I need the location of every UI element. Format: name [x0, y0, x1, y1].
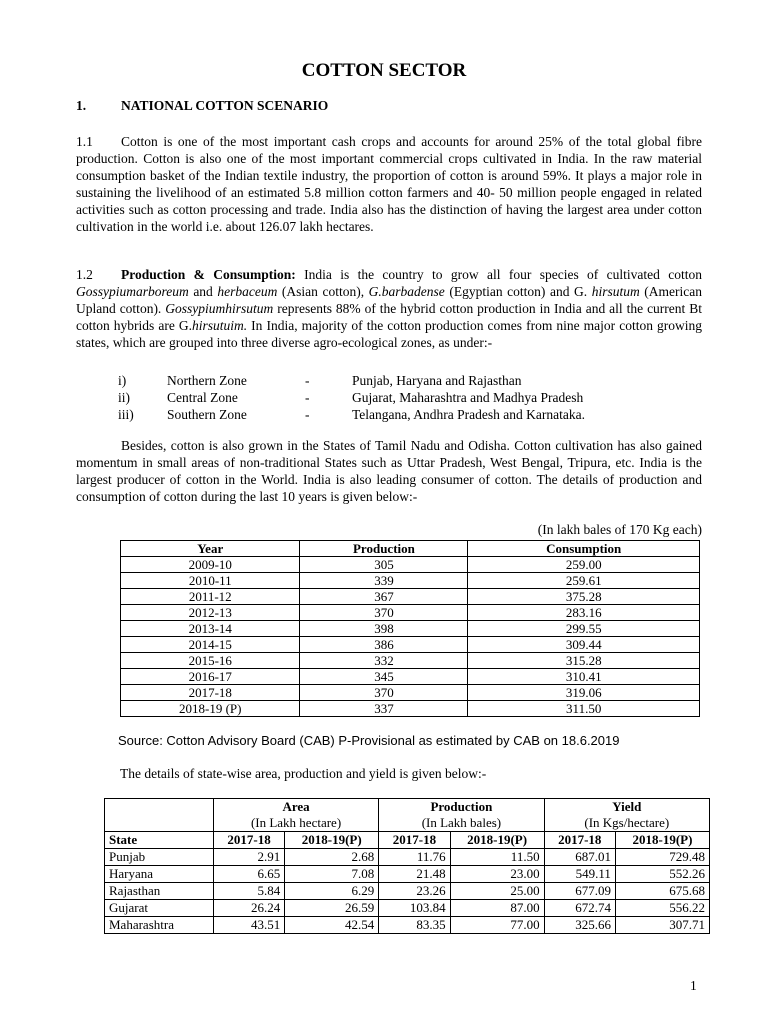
zone-item: [118, 406, 585, 423]
table-cell: 23.26: [379, 883, 450, 900]
species-name: hirsutum: [591, 284, 640, 299]
zone-number: iii): [118, 407, 134, 422]
column-header-year: Year: [121, 541, 300, 557]
state-name-cell: Maharashtra: [105, 917, 214, 934]
table-cell: 11.50: [450, 849, 544, 866]
column-header-year: 2018-19(P): [285, 832, 379, 849]
state-name-cell: Rajasthan: [105, 883, 214, 900]
paragraph-text: represents 88% of the hybrid cotton production in India and all the current Bt cotton hybrids are G.: [76, 301, 702, 333]
table-row: [121, 621, 700, 637]
paragraph-text: (American Upland cotton).: [76, 284, 703, 316]
table-subheader-row: [105, 832, 710, 849]
table-row: [121, 557, 700, 573]
table-cell: 552.26: [615, 866, 709, 883]
column-header-year: 2018-19(P): [450, 832, 544, 849]
table-cell: 2.68: [285, 849, 379, 866]
source-note: Source: Cotton Advisory Board (CAB) P-Provisional as estimated by CAB on 18.6.2019: [118, 733, 620, 748]
table-cell: 729.48: [615, 849, 709, 866]
section-heading: [76, 98, 328, 114]
zone-dash: -: [305, 390, 310, 405]
table-cell: 2016-17: [121, 669, 300, 685]
zone-dash: -: [305, 407, 310, 422]
empty-header-cell: [105, 799, 214, 832]
zone-states: Gujarat, Maharashtra and Madhya Pradesh: [352, 390, 584, 405]
production-consumption-table: [120, 540, 700, 717]
table-cell: 26.24: [213, 900, 284, 917]
table-cell: 672.74: [544, 900, 615, 917]
table-cell: 310.41: [468, 669, 700, 685]
table-cell: 549.11: [544, 866, 615, 883]
state-wise-table: [104, 798, 710, 934]
table-cell: 23.00: [450, 866, 544, 883]
paragraph-text: (Asian cotton),: [277, 284, 369, 299]
zone-dash: -: [305, 373, 310, 388]
table-cell: 42.54: [285, 917, 379, 934]
table-cell: 283.16: [468, 605, 700, 621]
section-number: 1.: [76, 98, 87, 113]
table-cell: 259.61: [468, 573, 700, 589]
zone-name: Central Zone: [167, 390, 238, 405]
species-name: herbaceum: [217, 284, 278, 299]
column-header-production: Production: [300, 541, 468, 557]
column-header-state: State: [105, 832, 214, 849]
paragraph-lead: Production & Consumption:: [121, 267, 296, 282]
table-row: [121, 669, 700, 685]
species-name: G.barbadense: [368, 284, 445, 299]
group-unit: (In Lakh hectare): [250, 815, 342, 830]
table-cell: 2018-19 (P): [121, 701, 300, 717]
table-cell: 677.09: [544, 883, 615, 900]
section-title: NATIONAL COTTON SCENARIO: [121, 98, 329, 113]
paragraph-number: 1.1: [76, 134, 93, 149]
species-name: Gossypiumarboreum: [76, 284, 189, 299]
table-cell: 43.51: [213, 917, 284, 934]
state-name-cell: Haryana: [105, 866, 214, 883]
paragraph-besides: Besides, cotton is also grown in the States of Tamil Nadu and Odisha. Cotton cultivation has also gained momentum in small areas of non-traditional States such as Uttar Pradesh, West Bengal, Tripura, etc. India is the largest producer of cotton in the World. India is also leading consumer of cotton. The details of production and consumption of cotton during the last 10 years is given below:-: [76, 438, 702, 504]
species-name: hirsutuim.: [191, 318, 248, 333]
table-cell: 675.68: [615, 883, 709, 900]
table-cell: 305: [300, 557, 468, 573]
table-cell: 2011-12: [121, 589, 300, 605]
table-cell: 2010-11: [121, 573, 300, 589]
paragraph-1-2: [76, 266, 702, 351]
table-cell: 386: [300, 637, 468, 653]
zone-name: Southern Zone: [167, 407, 247, 422]
table-cell: 11.76: [379, 849, 450, 866]
table-row: [121, 573, 700, 589]
table-header-row: [121, 541, 700, 557]
table-row: [121, 653, 700, 669]
table-cell: 375.28: [468, 589, 700, 605]
table-cell: 7.08: [285, 866, 379, 883]
table-body: [105, 849, 710, 934]
group-header-area: [213, 799, 378, 832]
table-row: [105, 849, 710, 866]
table-cell: 311.50: [468, 701, 700, 717]
group-title: Area: [282, 799, 310, 814]
table-row: [121, 589, 700, 605]
table-cell: 370: [300, 685, 468, 701]
table-cell: 367: [300, 589, 468, 605]
page-title: COTTON SECTOR: [301, 60, 467, 81]
table-cell: 21.48: [379, 866, 450, 883]
paragraph-number: 1.2: [76, 267, 93, 282]
zone-name: Northern Zone: [167, 373, 247, 388]
paragraph-text: In India, majority of the cotton production comes from nine major cotton growing states, which are grouped into three diverse agro-ecological zones, as under:-: [76, 318, 702, 350]
state-name-cell: Gujarat: [105, 900, 214, 917]
table-cell: 307.71: [615, 917, 709, 934]
table-body: [121, 557, 700, 717]
species-name: Gossypiumhirsutum: [165, 301, 274, 316]
zone-states: Telangana, Andhra Pradesh and Karnataka.: [352, 407, 585, 422]
table-cell: 2015-16: [121, 653, 300, 669]
state-name-cell: Punjab: [105, 849, 214, 866]
table-row: [105, 883, 710, 900]
group-title: Production: [430, 799, 493, 814]
table-cell: 2.91: [213, 849, 284, 866]
table-cell: 370: [300, 605, 468, 621]
state-table-intro: The details of state-wise area, production and yield is given below:-: [120, 766, 487, 781]
zone-list: [118, 372, 585, 423]
table-cell: 315.28: [468, 653, 700, 669]
zone-item: [118, 372, 585, 389]
table-cell: 319.06: [468, 685, 700, 701]
zone-item: [118, 389, 585, 406]
paragraph-text: (Egyptian cotton) and G.: [444, 284, 592, 299]
table-row: [105, 866, 710, 883]
group-unit: (In Lakh bales): [421, 815, 502, 830]
table-row: [105, 917, 710, 934]
table-cell: 398: [300, 621, 468, 637]
table-row: [121, 701, 700, 717]
table-row: [121, 637, 700, 653]
table-group-header-row: [105, 799, 710, 832]
table-cell: 103.84: [379, 900, 450, 917]
table-cell: 87.00: [450, 900, 544, 917]
table-cell: 83.35: [379, 917, 450, 934]
table-cell: 556.22: [615, 900, 709, 917]
table-cell: 6.65: [213, 866, 284, 883]
table-cell: 26.59: [285, 900, 379, 917]
column-header-year: 2017-18: [379, 832, 450, 849]
column-header-year: 2017-18: [213, 832, 284, 849]
table-row: [121, 605, 700, 621]
table-cell: 345: [300, 669, 468, 685]
zone-number: i): [118, 373, 127, 388]
column-header-consumption: Consumption: [468, 541, 700, 557]
table-cell: 2013-14: [121, 621, 300, 637]
group-header-yield: [544, 799, 709, 832]
table-cell: 77.00: [450, 917, 544, 934]
table-row: [105, 900, 710, 917]
table-cell: 259.00: [468, 557, 700, 573]
zone-number: ii): [118, 390, 130, 405]
table-cell: 5.84: [213, 883, 284, 900]
table-cell: 2017-18: [121, 685, 300, 701]
unit-note: (In lakh bales of 170 Kg each): [537, 522, 702, 537]
table-row: [121, 685, 700, 701]
table-cell: 309.44: [468, 637, 700, 653]
group-title: Yield: [612, 799, 642, 814]
paragraph-text: India is the country to grow all four species of cultivated cotton: [295, 267, 702, 282]
zone-states: Punjab, Haryana and Rajasthan: [352, 373, 522, 388]
table-cell: 2009-10: [121, 557, 300, 573]
column-header-year: 2018-19(P): [615, 832, 709, 849]
table-cell: 332: [300, 653, 468, 669]
paragraph-text: and: [188, 284, 218, 299]
paragraph-text: Cotton is one of the most important cash crops and accounts for around 25% of the total global fibre production. Cotton is also one of the most important commercial crops cultivated in India. In the raw material consumption basket of the Indian textile industry, the proportion of cotton is around 59%. It plays a major role in sustaining the livelihood of an estimated 5.8 million cotton farmers and 40- 50 million people engaged in related activities such as cotton processing and trade. India also has the distinction of having the largest area under cotton cultivation in the world i.e. about 126.07 lakh hectares.: [76, 134, 702, 234]
table-cell: 25.00: [450, 883, 544, 900]
group-header-production: [379, 799, 544, 832]
column-header-year: 2017-18: [544, 832, 615, 849]
page-number: 1: [690, 978, 697, 993]
table-cell: 687.01: [544, 849, 615, 866]
group-unit: (In Kgs/hectare): [584, 815, 670, 830]
paragraph-1-1: [76, 133, 702, 235]
table-cell: 2014-15: [121, 637, 300, 653]
table-cell: 339: [300, 573, 468, 589]
table-cell: 299.55: [468, 621, 700, 637]
table-cell: 6.29: [285, 883, 379, 900]
table-cell: 2012-13: [121, 605, 300, 621]
table-cell: 325.66: [544, 917, 615, 934]
table-cell: 337: [300, 701, 468, 717]
